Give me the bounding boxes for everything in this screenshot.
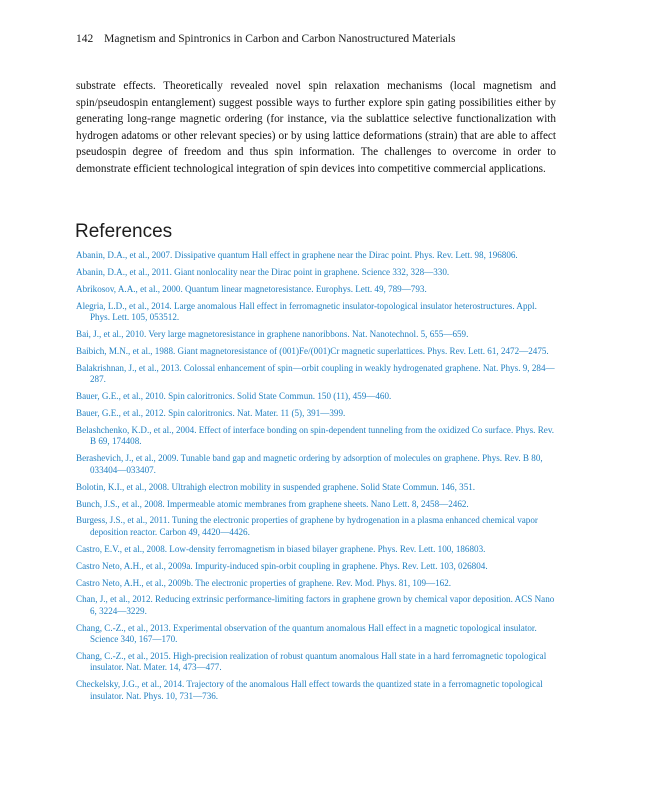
page-number: 142 xyxy=(76,33,94,45)
reference-item[interactable]: Alegria, L.D., et al., 2014. Large anomalous Hall effect in ferromagnetic insulator-topological insulator heterostructures. Appl. Phys. Lett. 105, 053512. xyxy=(76,300,537,323)
reference-list xyxy=(76,250,556,708)
reference-item[interactable]: Castro Neto, A.H., et al., 2009a. Impurity-induced spin-orbit coupling in graphene. Phys. Rev. Lett. 103, 026804. xyxy=(76,560,488,571)
reference-item[interactable]: Belashchenko, K.D., et al., 2004. Effect of interface bonding on spin-dependent tunneling from the oxidized Co surface. Phys. Rev. B 69, 174408. xyxy=(76,424,555,447)
reference-item[interactable]: Chan, J., et al., 2012. Reducing extrinsic performance-limiting factors in graphene grown by chemical vapor deposition. ACS Nano 6, 3224—3229. xyxy=(76,594,555,616)
references-heading: References xyxy=(75,221,173,242)
reference-item[interactable]: Chang, C.-Z., et al., 2013. Experimental observation of the quantum anomalous Hall effect in a magnetic topological insulator. Science 340, 167—170. xyxy=(76,622,537,645)
reference-item[interactable]: Berashevich, J., et al., 2009. Tunable band gap and magnetic ordering by adsorption of molecules on graphene. Phys. Rev. B 80, 033404—033407. xyxy=(76,453,543,475)
reference-item[interactable]: Castro Neto, A.H., et al., 2009b. The electronic properties of graphene. Rev. Mod. Phys. 81, 109—162. xyxy=(76,577,452,588)
reference-item[interactable]: Burgess, J.S., et al., 2011. Tuning the electronic properties of graphene by hydrogenation in a plasma enhanced chemical vapor deposition reactor. Carbon 49, 4420—4426. xyxy=(76,515,538,537)
reference-item[interactable]: Checkelsky, J.G., et al., 2014. Trajectory of the anomalous Hall effect towards the quantized state in a ferromagnetic topological insulator. Nat. Phys. 10, 731—736. xyxy=(76,679,543,701)
reference-item[interactable]: Bolotin, K.I., et al., 2008. Ultrahigh electron mobility in suspended graphene. Solid State Commun. 146, 351. xyxy=(76,481,476,492)
reference-item[interactable]: Balakrishnan, J., et al., 2013. Colossal enhancement of spin—orbit coupling in weakly hydrogenated graphene. Nat. Phys. 9, 284—287. xyxy=(76,362,555,385)
reference-item[interactable]: Bauer, G.E., et al., 2010. Spin caloritronics. Solid State Commun. 150 (11), 459—460. xyxy=(76,391,392,402)
running-header xyxy=(76,33,576,45)
reference-item[interactable]: Baibich, M.N., et al., 1988. Giant magnetoresistance of (001)Fe/(001)Cr magnetic superlattices. Phys. Rev. Lett. 61, 2472—2475. xyxy=(76,345,549,356)
body-paragraph: substrate effects. Theoretically revealed novel spin relaxation mechanisms (local magnetism and spin/pseudospin entanglement) suggest possible ways to further explore spin gating possibilities either by generating long-range magnetic ordering (for instance, via the sublattice selective functionalization with hydrogen adatoms or other relevant species) or by using lattice deformations (strain) that are able to affect pseudospin degree of freedom and thus spin information. The challenges to overcome in order to demonstrate efficient technological integration of spin devices into competitive commercial applications. xyxy=(76,80,556,175)
reference-item[interactable]: Abanin, D.A., et al., 2011. Giant nonlocality near the Dirac point in graphene. Science 332, 328—330. xyxy=(76,266,450,277)
running-title: Magnetism and Spintronics in Carbon and Carbon Nanostructured Materials xyxy=(104,33,456,45)
reference-item[interactable]: Bai, J., et al., 2010. Very large magnetoresistance in graphene nanoribbons. Nat. Nanotechnol. 5, 655—659. xyxy=(76,329,469,340)
reference-item[interactable]: Castro, E.V., et al., 2008. Low-density ferromagnetism in biased bilayer graphene. Phys. Rev. Lett. 100, 186803. xyxy=(76,543,486,554)
reference-item[interactable]: Abanin, D.A., et al., 2007. Dissipative quantum Hall effect in graphene near the Dirac point. Phys. Rev. Lett. 98, 196806. xyxy=(76,250,518,260)
reference-item[interactable]: Chang, C.-Z., et al., 2015. High-precision realization of robust quantum anomalous Hall state in a hard ferromagnetic topological insulator. Nat. Mater. 14, 473—477. xyxy=(76,651,547,673)
reference-item[interactable]: Bunch, J.S., et al., 2008. Impermeable atomic membranes from graphene sheets. Nano Lett. 8, 2458—2462. xyxy=(76,498,469,509)
reference-item[interactable]: Abrikosov, A.A., et al., 2000. Quantum linear magnetoresistance. Europhys. Lett. 49, 789—793. xyxy=(76,283,427,294)
reference-item[interactable]: Bauer, G.E., et al., 2012. Spin caloritronics. Nat. Mater. 11 (5), 391—399. xyxy=(76,408,346,419)
